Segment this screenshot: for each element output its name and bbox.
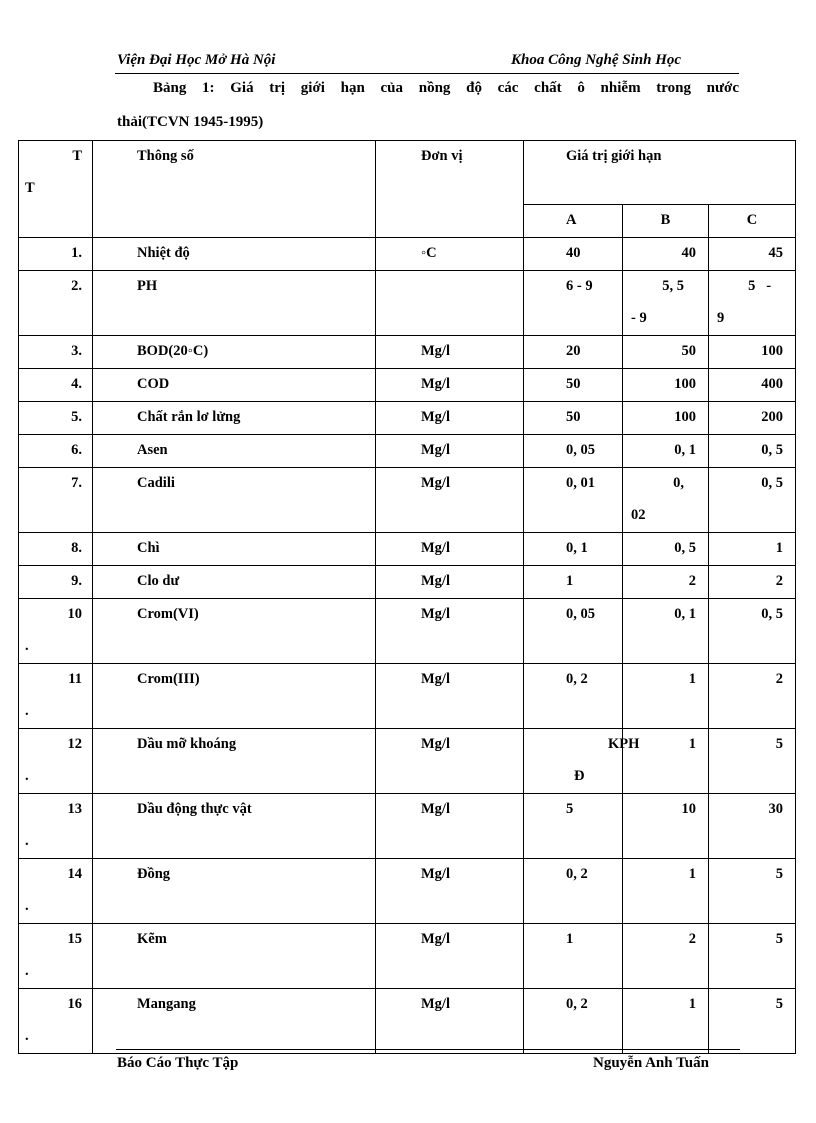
table-row [19, 402, 796, 435]
table-row [19, 435, 796, 468]
parameter-name: Chất rắn lơ lửng [93, 402, 376, 435]
row-number: 3. [19, 336, 93, 369]
unit-cell: Mg/l [376, 336, 524, 369]
unit-cell: Mg/l [376, 468, 524, 533]
header-rule [115, 73, 739, 74]
footer-report-title: Báo Cáo Thực Tập [117, 1055, 239, 1071]
row-number: 14 . [19, 859, 93, 924]
parameter-name: Crom(VI) [93, 599, 376, 664]
limit-b: 40 [623, 238, 709, 271]
unit-cell: Mg/l [376, 435, 524, 468]
limit-b: 0, 1 [623, 435, 709, 468]
unit-cell: Mg/l [376, 369, 524, 402]
table-row [19, 468, 796, 533]
limit-a: 0, 2 [524, 989, 623, 1054]
unit-cell: Mg/l [376, 924, 524, 989]
parameter-name: Đồng [93, 859, 376, 924]
limit-b: 50 [623, 336, 709, 369]
table-header-row [19, 141, 796, 205]
limit-b: 1 [623, 859, 709, 924]
row-number: 7. [19, 468, 93, 533]
row-number: 11 . [19, 664, 93, 729]
row-number: 5. [19, 402, 93, 435]
footer-author: Nguyễn Anh Tuấn [593, 1055, 709, 1071]
limit-b: 100 [623, 402, 709, 435]
row-number: 8. [19, 533, 93, 566]
limit-b: 2 [623, 566, 709, 599]
limit-c: 0, 5 [709, 599, 796, 664]
row-number: 13 . [19, 794, 93, 859]
unit-cell: Mg/l [376, 566, 524, 599]
table-row [19, 989, 796, 1054]
header-unit: Đơn vị [376, 141, 524, 238]
parameter-name: Chì [93, 533, 376, 566]
limit-c: 200 [709, 402, 796, 435]
row-number: 9. [19, 566, 93, 599]
unit-cell: Mg/l [376, 664, 524, 729]
limit-b: 0, 5 [623, 533, 709, 566]
parameter-name: Asen [93, 435, 376, 468]
limit-a: 0, 1 [524, 533, 623, 566]
unit-cell [376, 271, 524, 336]
limit-b: 0, 1 [623, 599, 709, 664]
parameter-name: Dầu động thực vật [93, 794, 376, 859]
limit-b: 1 [623, 989, 709, 1054]
limit-a: 1 [524, 566, 623, 599]
limit-a: 20 [524, 336, 623, 369]
parameter-name: Dầu mỡ khoáng [93, 729, 376, 794]
limit-b: 1 [623, 664, 709, 729]
parameter-name: Clo dư [93, 566, 376, 599]
table-row [19, 271, 796, 336]
limit-c: 5 [709, 924, 796, 989]
limit-a: 0, 01 [524, 468, 623, 533]
limit-c: 30 [709, 794, 796, 859]
limit-b: 2 [623, 924, 709, 989]
parameter-name: Nhiệt độ [93, 238, 376, 271]
limit-c: 2 [709, 664, 796, 729]
parameter-name: Crom(III) [93, 664, 376, 729]
unit-cell: Mg/l [376, 533, 524, 566]
table-row [19, 533, 796, 566]
unit-cell: Mg/l [376, 729, 524, 794]
row-number: 16 . [19, 989, 93, 1054]
limit-c: 5 [709, 729, 796, 794]
header-c: C [709, 205, 796, 238]
table-caption-line-1: Bảng 1: Giá trị giới hạn của nồng độ các chất ô nhiễm trong nước [153, 80, 739, 96]
table-row [19, 336, 796, 369]
table-row [19, 599, 796, 664]
limit-a: 0, 05 [524, 599, 623, 664]
table-caption-line-2: thải(TCVN 1945-1995) [117, 114, 264, 130]
table-row [19, 369, 796, 402]
table-row [19, 794, 796, 859]
row-number: 10 . [19, 599, 93, 664]
parameter-name: Kẽm [93, 924, 376, 989]
limit-c: 5 [709, 859, 796, 924]
parameter-name: PH [93, 271, 376, 336]
table-row [19, 859, 796, 924]
table-row [19, 729, 796, 794]
limit-c: 400 [709, 369, 796, 402]
header-faculty: Khoa Công Nghệ Sinh Học [511, 52, 682, 68]
limit-a: 0, 2 [524, 664, 623, 729]
unit-cell: Mg/l [376, 859, 524, 924]
limit-a: KPH Đ [524, 729, 623, 794]
unit-cell: ◦C [376, 238, 524, 271]
table-row [19, 238, 796, 271]
parameter-name: Cadili [93, 468, 376, 533]
unit-cell: Mg/l [376, 794, 524, 859]
parameter-name: BOD(20◦C) [93, 336, 376, 369]
pollutant-limits-table [18, 140, 796, 1054]
limit-c: 0, 5 [709, 435, 796, 468]
limit-b: 5, 5 - 9 [623, 271, 709, 336]
table-row [19, 924, 796, 989]
limit-c: 100 [709, 336, 796, 369]
limit-c: 2 [709, 566, 796, 599]
limit-a: 1 [524, 924, 623, 989]
row-number: 15 . [19, 924, 93, 989]
table-row [19, 566, 796, 599]
limit-c: 45 [709, 238, 796, 271]
header-institute: Viện Đại Học Mở Hà Nội [117, 52, 276, 68]
limit-a: 6 - 9 [524, 271, 623, 336]
parameter-name: Mangang [93, 989, 376, 1054]
limit-a: 0, 2 [524, 859, 623, 924]
header-param: Thông số [93, 141, 376, 238]
limit-c: 1 [709, 533, 796, 566]
limit-a: 40 [524, 238, 623, 271]
row-number: 1. [19, 238, 93, 271]
header-limit: Giá trị giới hạn [524, 141, 796, 205]
limit-c: 0, 5 [709, 468, 796, 533]
parameter-name: COD [93, 369, 376, 402]
unit-cell: Mg/l [376, 599, 524, 664]
limit-c: 5 [709, 989, 796, 1054]
limit-a: 5 [524, 794, 623, 859]
limit-b: 1 [623, 729, 709, 794]
limit-b: 0, 02 [623, 468, 709, 533]
row-number: 6. [19, 435, 93, 468]
header-a: A [524, 205, 623, 238]
footer-rule [116, 1049, 740, 1050]
header-stt: T T [19, 141, 93, 238]
row-number: 12 . [19, 729, 93, 794]
limit-a: 50 [524, 402, 623, 435]
row-number: 4. [19, 369, 93, 402]
unit-cell: Mg/l [376, 989, 524, 1054]
limit-b: 10 [623, 794, 709, 859]
limit-a: 50 [524, 369, 623, 402]
limit-a: 0, 05 [524, 435, 623, 468]
row-number: 2. [19, 271, 93, 336]
unit-cell: Mg/l [376, 402, 524, 435]
limit-b: 100 [623, 369, 709, 402]
table-row [19, 664, 796, 729]
header-b: B [623, 205, 709, 238]
limit-c: 5 - 9 [709, 271, 796, 336]
